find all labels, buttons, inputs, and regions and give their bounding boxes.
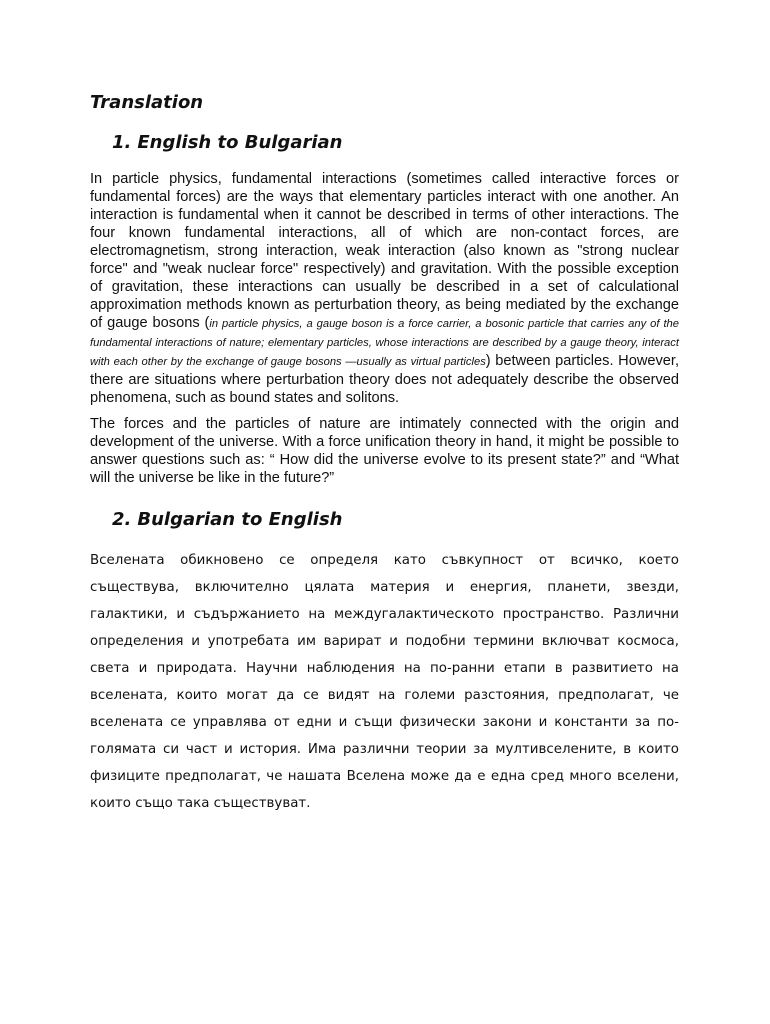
section-number: 1. xyxy=(112,132,132,153)
section-bulgarian-to-english xyxy=(90,507,679,817)
section-number: 2. xyxy=(112,509,132,530)
document-page xyxy=(90,90,679,817)
section-title: Bulgarian to English xyxy=(137,509,343,530)
section-heading xyxy=(112,130,679,156)
paragraph-universe-bulgarian: Вселената обикновено се определя като съвкупност от всичко, което съществува, включително цялата материя и енергия, планети, звезди, галактики, и съдържанието на междугалактическото пространство. Различни определения и употребата им варират и подобни термини включват космоса, света и природата. Научни наблюдения на по-ранни етапи в развитието на вселената, които могат да се видят на големи разстояния, предполагат, че вселената се управлява от едни и същи физически закони и константи за по-голямата си част и история. Има различни теории за мултивселените, в които физиците предполагат, че нашата Вселена може да е една сред много вселени, които също така съществуват. xyxy=(90,553,679,811)
paragraph-text: ) between particles. However, there are situations where perturbation theory does not adequately describe the observed phenomena, such as bound states and solitons. xyxy=(90,353,680,406)
section-english-to-bulgarian xyxy=(90,130,679,487)
paragraph-text: In particle physics, fundamental interactions (sometimes called interactive forces or fundamental forces) are the ways that elementary particles interact with one another. An interaction is fundamental when it cannot be described in terms of other interactions. The four known fundamental interactions, all of which are non-contact forces, are electromagnetism, strong interaction, weak interaction (also known as "strong nuclear force" and "weak nuclear force" respectively) and gravitation. With the possible exception of gravitation, these interactions can usually be described in a set of calculational approximation methods known as perturbation theory, as being mediated by the exchange of gauge bosons ( xyxy=(90,171,679,331)
section-title: English to Bulgarian xyxy=(137,132,343,153)
document-title: Translation xyxy=(90,92,204,113)
gauge-boson-note: in particle physics, a gauge boson is a force carrier, a bosonic particle that carries any of the fundamental interactions of nature; elementary particles, whose interactions are described by a gauge theory, interact with each other by the exchange of gauge bosons —usually as virtual particles xyxy=(90,318,679,368)
paragraph-fundamental-interactions xyxy=(90,170,679,407)
paragraph-forces-and-particles: The forces and the particles of nature are intimately connected with the origin and development of the universe. With a force unification theory in hand, it might be possible to answer questions such as: “ How did the universe evolve to its present state?” and “What will the universe be like in the future?” xyxy=(90,416,679,486)
section-heading xyxy=(112,507,679,533)
